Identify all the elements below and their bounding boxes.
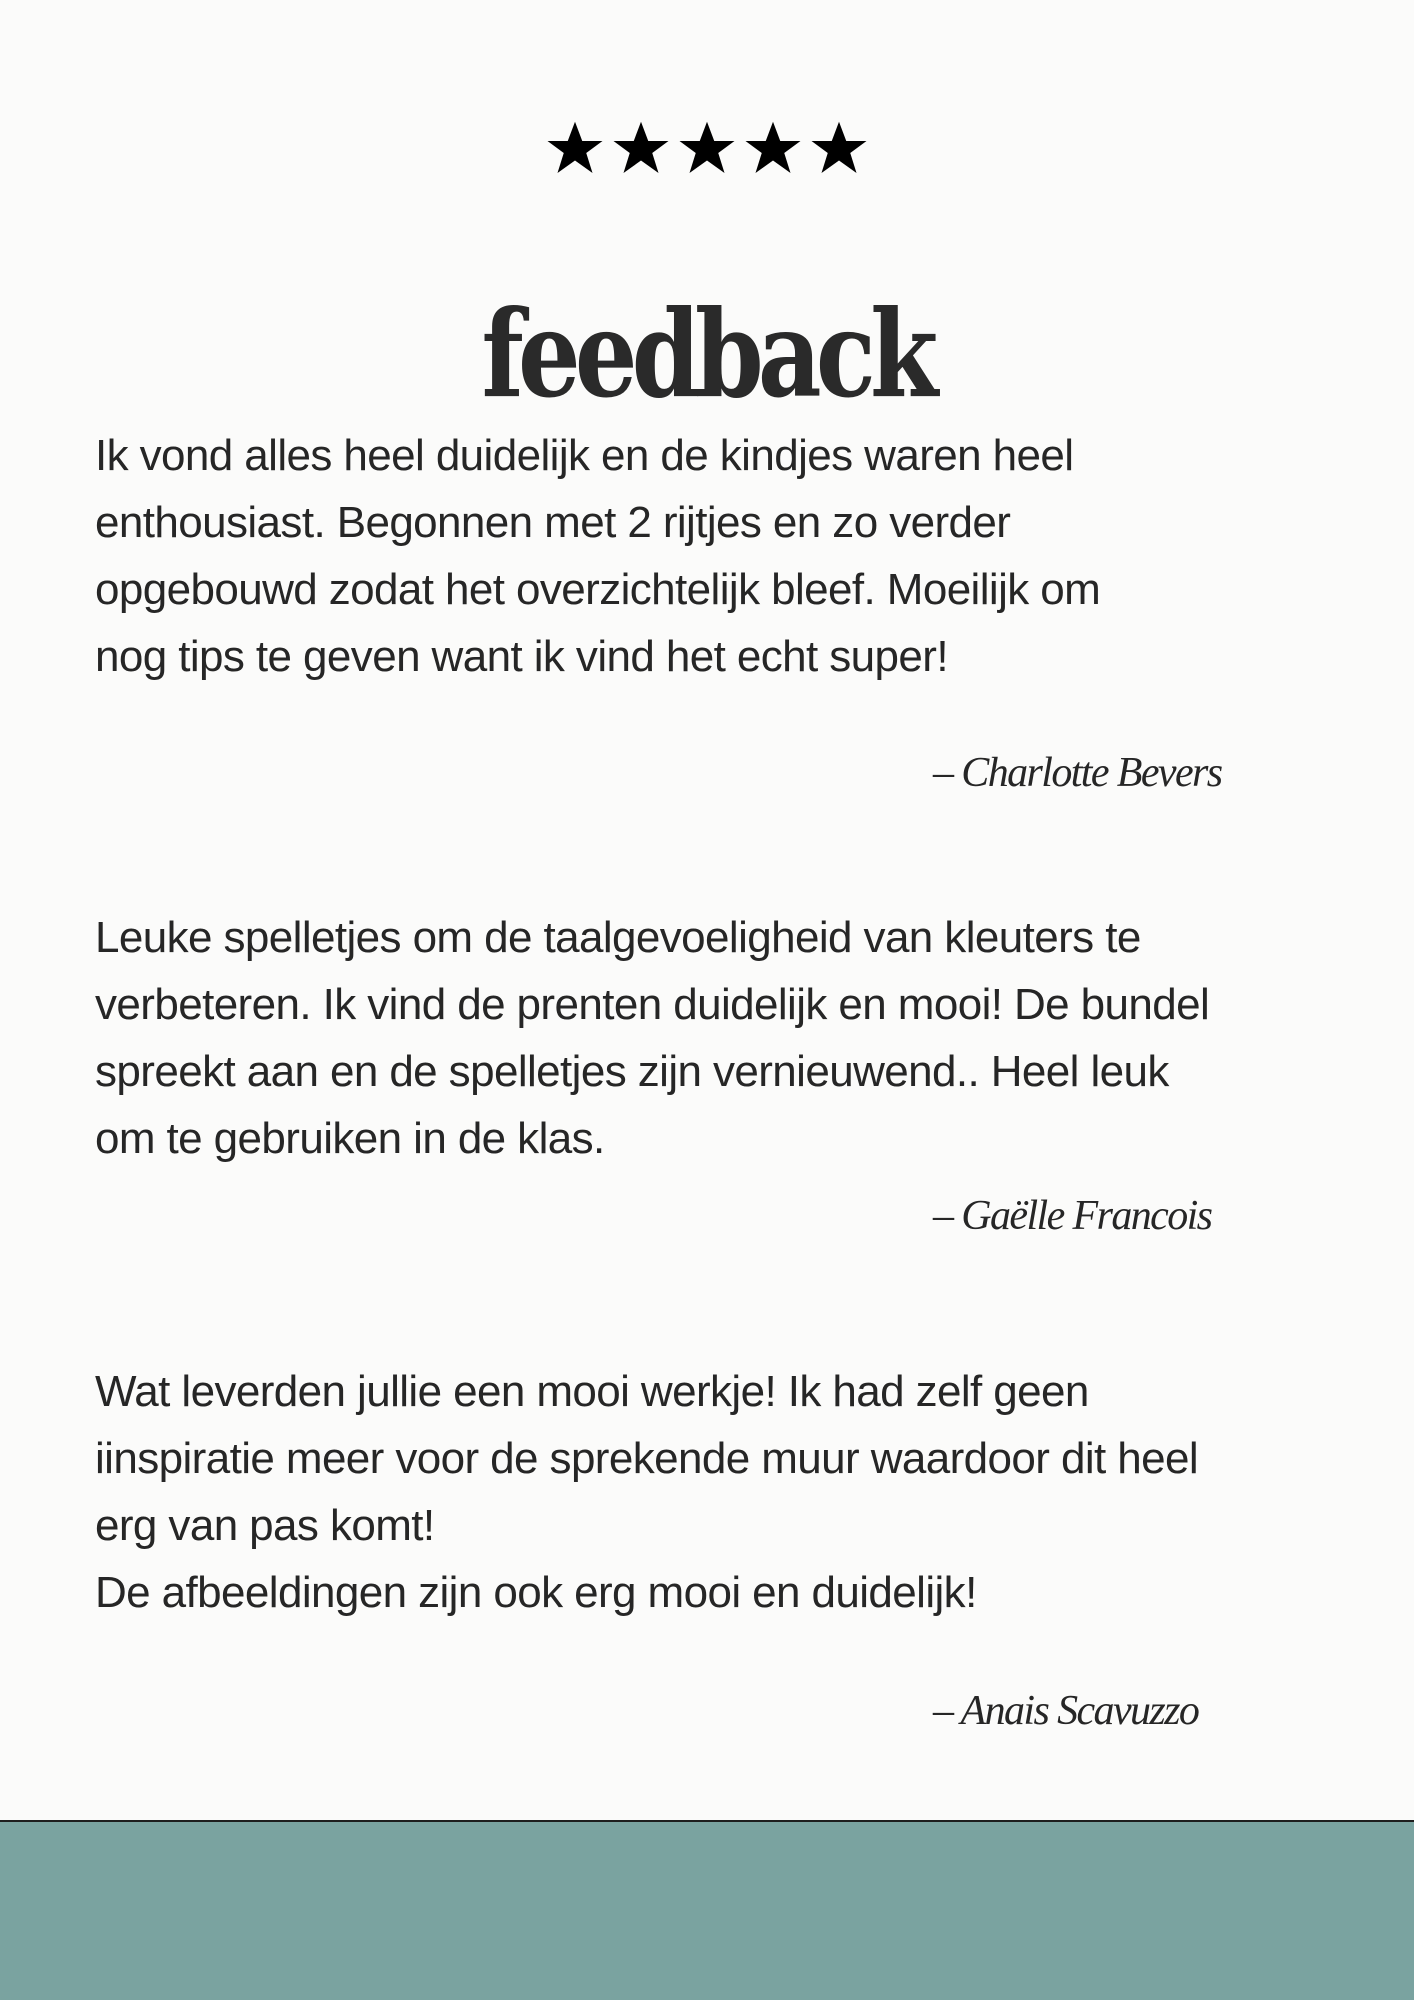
review-author: – Gaëlle Francois [933,1193,1212,1239]
review-author: – Anais Scavuzzo [933,1688,1199,1734]
star-rating [0,118,1414,194]
review-text: Leuke spelletjes om de taalgevoeligheid van kleuters te verbeteren. Ik vind de prenten duidelijk en mooi! De bundel spreekt aan en de spelletjes zijn vernieuwend.. Heel leuk om te gebruiken in de klas. [95,913,1210,1163]
review-author: – Charlotte Bevers [933,750,1222,796]
star-icon [611,118,671,178]
star-icon [545,118,605,178]
star-icon [743,118,803,178]
star-icon [677,118,737,178]
review-text: Wat leverden jullie een mooi werkje! Ik had zelf geen iinspiratie meer voor de sprekende muur waardoor dit heel erg van pas komt! De afbeeldingen zijn ook erg mooi en duidelijk! [95,1367,1199,1617]
footer-band [0,1820,1414,2000]
review-text: Ik vond alles heel duidelijk en de kindjes waren heel enthousiast. Begonnen met 2 rijtjes en zo verder opgebouwd zodat het overzichtelijk bleef. Moeilijk om nog tips te geven want ik vind het echt super! [95,431,1101,681]
star-icon [809,118,869,178]
page-title: feedback [481,284,933,426]
